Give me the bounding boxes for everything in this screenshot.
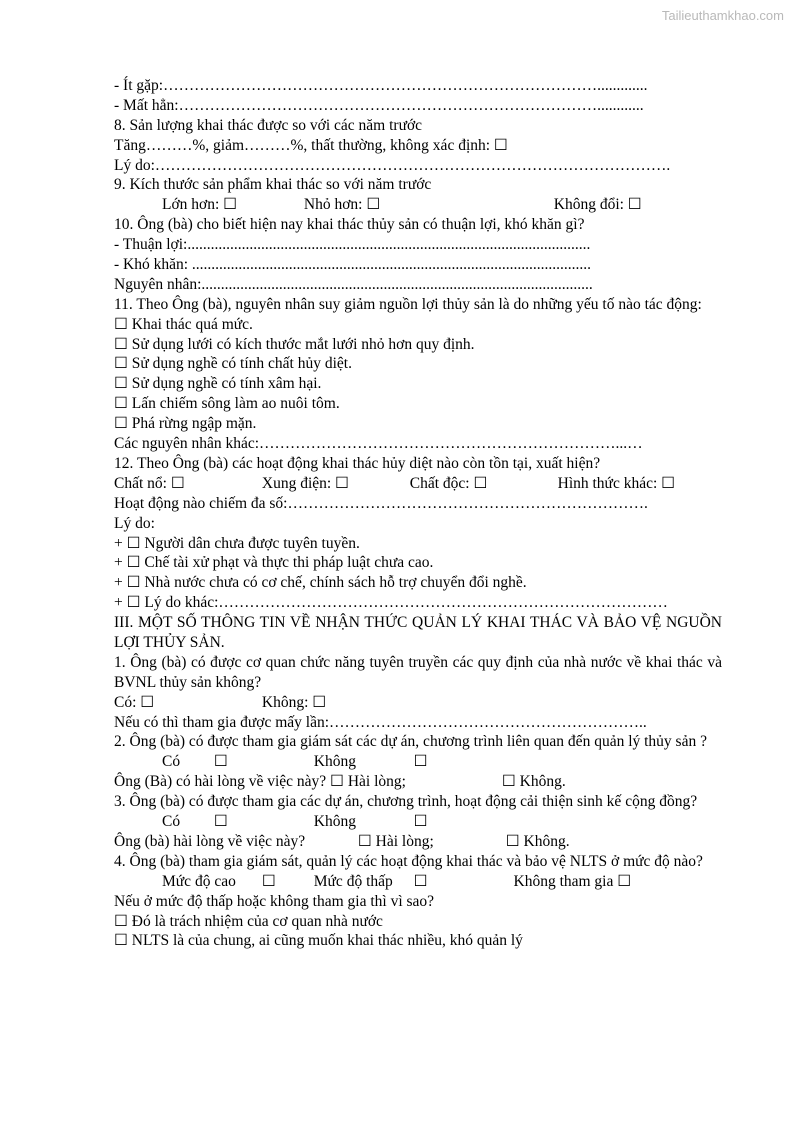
option-satisfied: ☐ Hài lòng;: [357, 832, 434, 850]
checkbox-item: + ☐ Người dân chưa được tuyên tuyền.: [114, 534, 360, 552]
option-no: ☐ Không.: [501, 773, 566, 791]
section-heading: III. MỘT SỐ THÔNG TIN VỀ NHẬN THỨC QUẢN LÝ KHAI THÁC VÀ BẢO VỆ NGUỒN LỢI THỦY SẢN.: [114, 614, 722, 651]
questionnaire-page: [114, 76, 722, 951]
checkbox-item: ☐ Lấn chiếm sông làm ao nuôi tôm.: [114, 395, 340, 413]
text-line: Lý do:: [114, 514, 155, 532]
option-row: [114, 832, 722, 852]
option-row: [114, 772, 722, 792]
question-4: 4. Ông (bà) tham gia giám sát, quản lý các hoạt động khai thác và bảo vệ NLTS ở mức độ nào?: [114, 852, 703, 870]
option-row: [114, 474, 722, 494]
question-3: 3. Ông (bà) có được tham gia các dự án, chương trình, hoạt động cải thiện sinh kế cộng đồng?: [114, 793, 698, 811]
text-line: Các nguyên nhân khác:……………………………………………………………...…: [114, 435, 643, 453]
text-line: - Khó khăn: .......................................................................................................: [114, 256, 592, 274]
question-1: 1. Ông (bà) có được cơ quan chức năng tuyên truyền các quy định của nhà nước về khai thác và BVNL thủy sản không?: [114, 653, 722, 691]
option-no: Không: [313, 753, 356, 771]
option-yes: Có: ☐: [114, 693, 155, 711]
satisfaction-question: Ông (bà) hài lòng về việc này?: [114, 832, 306, 850]
question-2: 2. Ông (bà) có được tham gia giám sát các dự án, chương trình liên quan đến quản lý thủy sản ?: [114, 733, 707, 751]
text-line: Nếu có thì tham gia được mấy lần:……………………………………………………..: [114, 713, 647, 731]
option-row: [114, 872, 722, 892]
text-line: Nguyên nhân:.....................................................................................................: [114, 275, 593, 293]
checkbox-item: ☐ Sử dụng nghề có tính xâm hại.: [114, 375, 322, 393]
question-11: 11. Theo Ông (bà), nguyên nhân suy giảm nguồn lợi thủy sản là do những yếu tố nào tác động:: [114, 295, 702, 313]
option-row: [114, 752, 722, 772]
option-unchanged: Không đổi: ☐: [553, 196, 642, 214]
option-no: ☐ Không.: [505, 832, 570, 850]
option-poison: Chất độc: ☐: [409, 474, 488, 492]
checkbox: ☐: [261, 872, 276, 890]
text-line: Lý do:……………………………………………………………………………………….: [114, 156, 671, 174]
question-12: 12. Theo Ông (bà) các hoạt động khai thác hủy diệt nào còn tồn tại, xuất hiện?: [114, 454, 601, 472]
question-9: 9. Kích thước sản phẩm khai thác so với năm trước: [114, 176, 432, 194]
checkbox-item: ☐ Sử dụng nghề có tính chất hủy diệt.: [114, 355, 352, 373]
checkbox: ☐: [413, 813, 428, 831]
option-none: Không tham gia ☐: [513, 872, 632, 890]
checkbox-item: ☐ NLTS là của chung, ai cũng muốn khai thác nhiều, khó quản lý: [114, 932, 523, 950]
checkbox: ☐: [413, 872, 428, 890]
checkbox-item: ☐ Phá rừng ngập mặn.: [114, 415, 257, 433]
checkbox-item: + ☐ Lý do khác:……………………………………………………………………………: [114, 594, 668, 612]
checkbox-item: + ☐ Chế tài xử phạt và thực thi pháp luật chưa cao.: [114, 554, 434, 572]
option-yes: Có: [162, 753, 181, 771]
checkbox: ☐: [213, 813, 228, 831]
text-line: Tăng………%, giảm………%, thất thường, không xác định: ☐: [114, 136, 508, 154]
option-no: Không: ☐: [261, 693, 327, 711]
option-electric: Xung điện: ☐: [261, 474, 349, 492]
option-low: Mức độ thấp: [313, 872, 393, 890]
checkbox-item: ☐ Sử dụng lưới có kích thước mắt lưới nhỏ hơn quy định.: [114, 335, 475, 353]
text-line: - Ít gặp:………………………………………………………………………….............: [114, 77, 648, 94]
option-row: [114, 693, 722, 713]
satisfaction-question: Ông (Bà) có hài lòng về việc này? ☐ Hài lòng;: [114, 773, 406, 791]
question-10: 10. Ông (bà) cho biết hiện nay khai thác thủy sản có thuận lợi, khó khăn gì?: [114, 216, 585, 234]
option-row: [114, 195, 722, 215]
question-8: 8. Sản lượng khai thác được so với các năm trước: [114, 116, 423, 134]
watermark: Tailieuthamkhao.com: [661, 8, 784, 23]
checkbox-item: ☐ Khai thác quá mức.: [114, 315, 253, 333]
checkbox: ☐: [413, 753, 428, 771]
option-smaller: Nhỏ hơn: ☐: [303, 196, 381, 214]
checkbox: ☐: [213, 753, 228, 771]
option-other: Hình thức khác: ☐: [557, 474, 676, 492]
checkbox-item: + ☐ Nhà nước chưa có cơ chế, chính sách hỗ trợ chuyển đổi nghề.: [114, 574, 527, 592]
text-line: Nếu ở mức độ thấp hoặc không tham gia thì vì sao?: [114, 892, 435, 910]
option-no: Không: [313, 813, 356, 831]
option-high: Mức độ cao: [162, 872, 236, 890]
text-line: - Thuận lợi:........................................................................................................: [114, 236, 591, 254]
option-yes: Có: [162, 813, 181, 831]
checkbox-item: ☐ Đó là trách nhiệm của cơ quan nhà nước: [114, 912, 383, 930]
option-explosive: Chất nổ: ☐: [114, 474, 185, 492]
option-row: [114, 812, 722, 832]
text-line: Hoạt động nào chiếm đa số:…………………………………………………………….: [114, 494, 648, 512]
text-line: - Mất hẳn:………………………………………………………………………............: [114, 96, 644, 114]
option-larger: Lớn hơn: ☐: [162, 196, 238, 214]
